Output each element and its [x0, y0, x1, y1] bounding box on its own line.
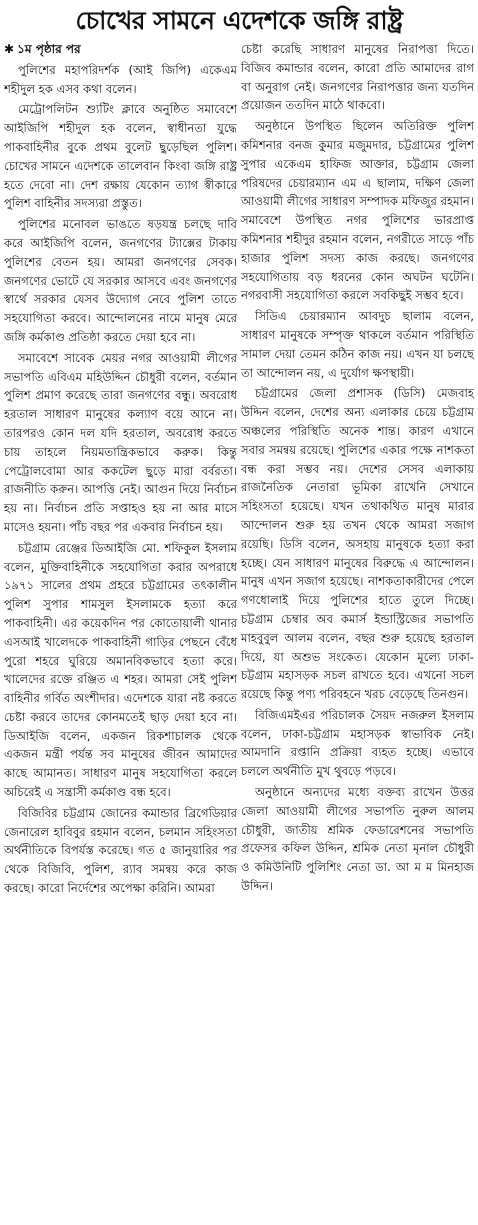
paragraph: সমাবেশে সাবেক মেয়র নগর আওয়ামী লীগের সভাপতি এবিএম মহিউদ্দিন চৌধুরী বলেন, বর্তমান পুলিশ প্রমাণ করেছে তারা জনগণের বন্ধু। অবরোধ হরতাল সাধারণ মানুষের কল্যাণ বয়ে আনে না। তারপরও কোন দল যদি হরতাল, অবরোধ করতে চায় তাহলে নিয়মতান্ত্রিকভাবে করুক। কিন্তু পেট্রোলবোমা আর ককটেল ছুড়ে মারা বর্বরতা। রাজনীতি করুন। আপত্তি নেই। আগুন দিয়ে নির্বাচন হয় না। নির্বাচন প্রতি সপ্তাহও হয় না আর মাসে মাসেও হয়না। পাঁচ বছর পর একবার নির্বাচন হয়।	[4, 350, 237, 534]
paragraph: চেষ্টা করেছি সাধারণ মানুষের নিরাপত্তা দিতে। বিজিব কমান্ডার বলেন, কারো প্রতি আমাদের রাগ বা অনুরাগ নেই। জনগণের নিরাপত্তার জন্য যতদিন প্রয়োজন ততদিন মাঠে থাকবো।	[241, 42, 474, 113]
article-body	[4, 40, 474, 898]
paragraph: অনুষ্ঠানে উপস্থিত ছিলেন অতিরিক্ত পুলিশ কমিশনার বনজ কুমার মজুমদার, চট্টগ্রামের পুলিশ সুপার একেএম হাফিজ আক্তার, চট্টগ্রাম জেলা পরিষদের চেয়ারম্যান এম এ ছালাম, দক্ষিণ জেলা আওয়ামী লীগের সাধারণ সম্পাদক মফিজুর রহমান। সমাবেশে উপস্থিত নগর পুলিশের ভারপ্রাপ্ত কমিশনার শহীদুর রহমান বলেন, নগরীতে সাড়ে পাঁচ হাজার পুলিশ সদস্য কাজ করছে। জনগণের সহযোগিতায় বড় ধরনের কোন অঘটন ঘটেনি। নগরবাসী সহযোগিতা করলে সবকিছুই সম্ভব হবে।	[241, 119, 474, 303]
continued-from-label: ১ম পৃষ্ঠার পর	[17, 42, 81, 56]
headline: চোখের সামনে এদেশকে জঙ্গি রাষ্ট্র	[75, 6, 403, 35]
paragraph: চট্টগ্রামের জেলা প্রশাসক (ডিসি) মেজবাহ উদ্দিন বলেন, দেশের অন্য এলাকার চেয়ে চট্টগ্রাম অঞ্চলের পরিস্থিতি অনেক শান্ত। কারণ এখানে সবার সমন্বয় রয়েছে। পুলিশের একার পক্ষে নাশকতা বন্ধ করা সম্ভব নয়। দেশের সেসব এলাকায় রাজনৈতিক নেতারা ভূমিকা রাখেনি সেখানে সহিংসতা হয়েছে। যখন তথাকথিত মানুষ মারার আন্দোলন শুরু হয় তখন থেকে আমরা সজাগ রয়েছি। ডিসি বলেন, অসহায় মানুষকে হত্যা করা হচ্ছে। যেন সাধারণ মানুষের বিরুদ্ধে এ আন্দোলন। মানুষ এখন সজাগ হয়েছে। নাশকতাকারীদের পেলে গণধোলাই দিয়ে পুলিশের হাতে তুলে দিচ্ছে। চট্টগ্রাম চেম্বার অব কমার্স ইন্ডাস্ট্রিজের সভাপতি মাহবুবুল আলম বলেন, বছর শুরু হয়েছে হরতাল দিয়ে, যা অশুভ সংকেত। যেকোন মূল্যে ঢাকা- চট্টগ্রাম মহাসড়ক সচল রাখতে হবে। এখনো সচল রয়েছে কিন্তু পণ্য পরিবহনে খরচ বেড়েছে তিনগুন।	[241, 386, 474, 702]
paragraph: পুলিশের মনোবল ভাঙতে ষড়যন্ত্র চলছে দাবি করে আইজিপি বলেন, জনগণের ট্যাক্সের টাকায় পুলিশের বেতন হয়। আমরা জনগণের সেবক। জনগণের ভোটে যে সরকার আসবে এবং জনগণের স্বার্থে সরকার যেসব উদ্যোগ নেবে পুলিশ তাতে সহযোগিতা করবে। আন্দোলনের নামে মানুষ মেরে জঙ্গি কর্মকাণ্ড প্রতিষ্ঠা করতে দেয়া হবে না।	[4, 217, 237, 344]
paragraph: বিজিবির চট্টগ্রাম জোনের কমান্ডার ব্রিগেডিয়ার জেনারেল হাবিবুর রহমান বলেন, চলমান সহিংসতা অর্থনীতিকে বিপর্যস্ত করেছে। গত ৫ জানুয়ারির পর থেকে বিজিবি, পুলিশ, র‌্যাব সমন্বয় করে কাজ করছে। কারো নির্দেশের অপেক্ষা করিনি। আমরা	[4, 805, 237, 896]
paragraph: পুলিশের মহাপরিদর্শক (আই জিপি) একেএম শহীদুল হক এসব কথা বলেন।	[4, 62, 237, 96]
paragraph: সিডিএ চেয়ারম্যান আবদুচ ছালাম বলেন, সাধারণ মানুষকে সম্পৃক্ত থাকলে বর্তমান পরিস্থিতি সামাল দেয়া তেমন কঠিন কাজ নয়। এখন যা চলছে তা আন্দোলন নয়, এ দুর্যোগ ক্ষণস্থায়ী।	[241, 309, 474, 380]
paragraph: চট্টগ্রাম রেঞ্জের ডিআইজি মো. শফিকুল ইসলাম বলেন, মুক্তিবাহিনীকে সহযোগিতা করার অপরাধে ১৯৭১ সালের প্রথম প্রহরে চট্টগ্রামের তৎকালীন পুলিশ সুপার শামসুল ইসলামকে হত্যা করে পাকবাহিনী। এর কয়েকদিন পর কোতোয়ালী থানার এসআই খালেদকে পাকবাহিনী গাড়ির পেছনে বেঁধে পুরো শহরে ঘুরিয়ে অমানবিকভাবে হত্যা করে। খালেদের রক্তে রঞ্জিত এ শহর। আমরা সেই পুলিশ বাহিনীর গর্বিত অংশীদার। এদেশকে যারা নষ্ট করতে চেষ্টা করবে তাদের কোনমতেই ছাড় দেয়া হবে না। ডিআইজি বলেন, একজন রিকশাচালক থেকে একজন মন্ত্রী পর্যন্ত সব মানুষের জীবন আমাদের কাছে আমানত। সাধারণ মানুষ সহযোগিতা করলে অচিরেই এ সন্ত্রাসী কর্মকাণ্ড বন্ধ হবে।	[4, 540, 237, 800]
continued-marker	[4, 40, 237, 59]
paragraph: মেট্রোপলিটন শ্যুটিং ক্লাবে অনুষ্ঠিত সমাবেশে আইজিপি শহীদুল হক বলেন, স্বাধীনতা যুদ্ধে পাকবাহিনীর বুকে প্রথম বুলেট ছুড়েছিল পুলিশ। চোখের সামনে এদেশকে তালেবান কিংবা জঙ্গি রাষ্ট্র হতে দেবো না। দেশ রক্ষায় যেকোন ত্যাগ স্বীকারে পুলিশ বাহিনীর সদস্যরা প্রস্তুত।	[4, 102, 237, 211]
left-column	[4, 40, 237, 898]
paragraph: অনুষ্ঠানে অন্যদের মধ্যে বক্তব্য রাখেন উত্তর জেলা আওয়ামী লীগের সভাপতি নুরুল আলম চৌধুরী, জাতীয় শ্রমিক ফেডারেশনের সভাপতি প্রফেসর কফিল উদ্দিন, শ্রমিক নেতা মৃনাল চৌধুরী ও কমিউনিটি পুলিশিং নেতা ডা. আ ম ম মিনহাজ উদ্দিন।	[241, 785, 474, 894]
paragraph: বিজিএমইএর পরিচালক সৈয়দ নজরুল ইসলাম বলেন, ঢাকা-চট্টগ্রাম মহাসড়ক স্বাভাবিক নেই। আমদানি রপ্তানি প্রক্রিয়া ব্যহত হচ্ছে। এভাবে চললে অর্থনীতি মুখ থুবড়ে পড়বে।	[241, 707, 474, 779]
star-bullet-icon: ✱	[4, 42, 15, 56]
right-column	[241, 40, 474, 898]
